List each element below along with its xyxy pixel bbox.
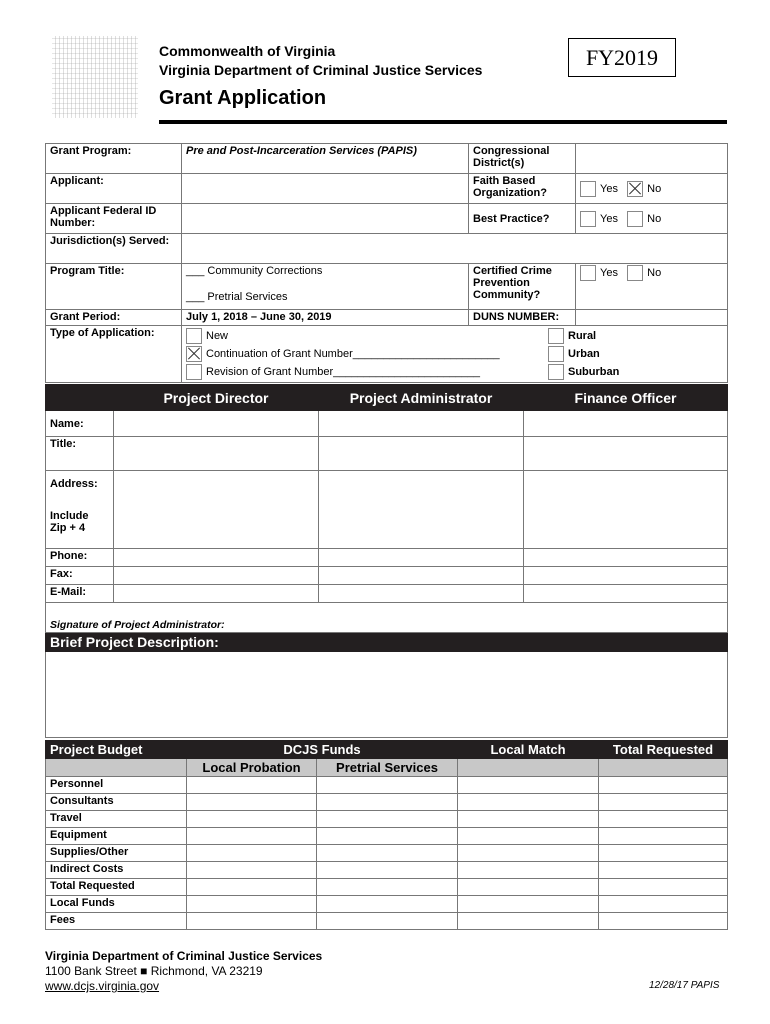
budget-table <box>45 740 728 930</box>
budget-row-label: Equipment <box>46 828 187 845</box>
footer-form-code: 12/28/17 PAPIS <box>649 980 720 991</box>
budget-cell-local-match[interactable] <box>458 862 599 879</box>
name-label: Name: <box>46 411 114 437</box>
footer-org: Virginia Department of Criminal Justice Services <box>45 949 323 963</box>
type-new-checkbox[interactable] <box>186 328 202 344</box>
budget-row <box>46 879 728 896</box>
administrator-fax-field[interactable] <box>319 567 524 585</box>
budget-cell-local-probation[interactable] <box>187 777 317 794</box>
budget-cell-local-probation[interactable] <box>187 862 317 879</box>
budget-row-label: Indirect Costs <box>46 862 187 879</box>
dcjs-seal-logo <box>52 36 138 118</box>
budget-cell-local-probation[interactable] <box>187 879 317 896</box>
director-address-field[interactable] <box>114 471 319 549</box>
budget-cell-local-probation[interactable] <box>187 828 317 845</box>
grant-period-value: July 1, 2018 – June 30, 2019 <box>182 310 469 326</box>
program-option-pretrial[interactable]: ___ Pretrial Services <box>186 291 288 303</box>
faith-no-checkbox[interactable] <box>627 181 643 197</box>
budget-cell-pretrial[interactable] <box>317 913 458 930</box>
type-revision-label: Revision of Grant Number________________________ <box>206 366 480 378</box>
budget-row <box>46 896 728 913</box>
budget-subheader-blank <box>46 759 187 777</box>
budget-header-project: Project Budget <box>46 741 187 759</box>
grant-info-table <box>45 143 728 383</box>
budget-cell-local-match[interactable] <box>458 777 599 794</box>
faith-yes-label: Yes <box>600 182 618 195</box>
jurisdiction-label: Jurisdiction(s) Served: <box>46 234 182 264</box>
faith-no-label: No <box>647 182 662 195</box>
budget-cell-total[interactable] <box>599 845 728 862</box>
header-department: Virginia Department of Criminal Justice Services <box>159 62 483 78</box>
finance-name-field[interactable] <box>524 411 728 437</box>
federal-id-field[interactable] <box>182 204 469 234</box>
budget-cell-pretrial[interactable] <box>317 828 458 845</box>
faith-label: Faith Based Organization? <box>469 174 576 204</box>
project-director-header: Project Director <box>114 385 319 411</box>
federal-id-label: Applicant Federal ID Number: <box>46 204 182 234</box>
budget-header-total: Total Requested <box>599 741 728 759</box>
contacts-table <box>45 384 728 738</box>
applicant-label: Applicant: <box>46 174 182 204</box>
best-practice-yes-label: Yes <box>600 212 618 225</box>
budget-cell-local-match[interactable] <box>458 896 599 913</box>
address-label: Address: <box>50 478 98 490</box>
certified-yes-label: Yes <box>600 266 618 279</box>
budget-cell-total[interactable] <box>599 913 728 930</box>
budget-subheader-blank-3 <box>599 759 728 777</box>
applicant-field[interactable] <box>182 174 469 204</box>
budget-cell-total[interactable] <box>599 862 728 879</box>
type-revision-checkbox[interactable] <box>186 364 202 380</box>
best-practice-no-label: No <box>647 212 662 225</box>
header-commonwealth: Commonwealth of Virginia <box>159 43 336 59</box>
certified-yes-checkbox[interactable] <box>580 265 596 281</box>
budget-cell-total[interactable] <box>599 777 728 794</box>
best-practice-no-checkbox[interactable] <box>627 211 643 227</box>
director-fax-field[interactable] <box>114 567 319 585</box>
page-title: Grant Application <box>159 87 327 109</box>
budget-cell-local-probation[interactable] <box>187 913 317 930</box>
budget-row-label: Supplies/Other <box>46 845 187 862</box>
grant-period-label: Grant Period: <box>46 310 182 326</box>
urban-checkbox[interactable] <box>548 346 564 362</box>
jurisdiction-field[interactable] <box>182 234 728 264</box>
budget-cell-pretrial[interactable] <box>317 794 458 811</box>
budget-header-dcjs: DCJS Funds <box>187 741 458 759</box>
best-practice-yes-checkbox[interactable] <box>580 211 596 227</box>
director-phone-field[interactable] <box>114 549 319 567</box>
duns-field[interactable] <box>576 310 728 326</box>
footer-website-link[interactable]: www.dcjs.virginia.gov <box>45 979 160 993</box>
budget-row-label: Personnel <box>46 777 187 794</box>
certified-no-label: No <box>647 266 662 279</box>
budget-cell-local-probation[interactable] <box>187 811 317 828</box>
suburban-checkbox[interactable] <box>548 364 564 380</box>
suburban-label: Suburban <box>568 366 620 378</box>
administrator-email-field[interactable] <box>319 585 524 603</box>
director-name-field[interactable] <box>114 411 319 437</box>
budget-cell-pretrial[interactable] <box>317 879 458 896</box>
budget-cell-total[interactable] <box>599 896 728 913</box>
budget-cell-total[interactable] <box>599 794 728 811</box>
budget-cell-local-match[interactable] <box>458 879 599 896</box>
congressional-field[interactable] <box>576 144 728 174</box>
budget-row-label: Total Requested <box>46 879 187 896</box>
budget-subheader-blank-2 <box>458 759 599 777</box>
budget-cell-pretrial[interactable] <box>317 845 458 862</box>
budget-row <box>46 811 728 828</box>
finance-fax-field[interactable] <box>524 567 728 585</box>
duns-label: DUNS NUMBER: <box>469 310 576 326</box>
budget-cell-local-probation[interactable] <box>187 845 317 862</box>
description-header: Brief Project Description: <box>46 633 728 652</box>
urban-label: Urban <box>568 348 600 360</box>
director-email-field[interactable] <box>114 585 319 603</box>
budget-cell-local-probation[interactable] <box>187 794 317 811</box>
budget-row-label: Local Funds <box>46 896 187 913</box>
finance-officer-header: Finance Officer <box>524 385 728 411</box>
administrator-phone-field[interactable] <box>319 549 524 567</box>
budget-row <box>46 913 728 930</box>
budget-cell-local-match[interactable] <box>458 828 599 845</box>
budget-cell-total[interactable] <box>599 811 728 828</box>
budget-row <box>46 794 728 811</box>
finance-email-field[interactable] <box>524 585 728 603</box>
finance-title-field[interactable] <box>524 437 728 471</box>
email-label: E-Mail: <box>46 585 114 603</box>
director-title-field[interactable] <box>114 437 319 471</box>
fiscal-year-box: FY2019 <box>568 38 676 77</box>
budget-cell-local-match[interactable] <box>458 913 599 930</box>
budget-cell-pretrial[interactable] <box>317 862 458 879</box>
budget-row <box>46 828 728 845</box>
type-continuation-label: Continuation of Grant Number________________________ <box>206 348 500 360</box>
faith-yes-checkbox[interactable] <box>580 181 596 197</box>
budget-cell-local-match[interactable] <box>458 811 599 828</box>
budget-row-label: Travel <box>46 811 187 828</box>
budget-subheader-pretrial: Pretrial Services <box>317 759 458 777</box>
budget-cell-total[interactable] <box>599 879 728 896</box>
contacts-header-blank <box>46 385 114 411</box>
certified-no-checkbox[interactable] <box>627 265 643 281</box>
grant-program-value: Pre and Post-Incarceration Services (PAPIS) <box>182 144 469 174</box>
program-option-community-corrections[interactable]: ___ Community Corrections <box>186 265 323 277</box>
type-continuation-checkbox[interactable] <box>186 346 202 362</box>
budget-row-label: Fees <box>46 913 187 930</box>
header-rule <box>159 120 727 124</box>
administrator-title-field[interactable] <box>319 437 524 471</box>
budget-subheader-local-probation: Local Probation <box>187 759 317 777</box>
certified-label: Certified Crime Prevention Community? <box>469 264 576 310</box>
phone-label: Phone: <box>46 549 114 567</box>
rural-label: Rural <box>568 330 597 342</box>
budget-row <box>46 845 728 862</box>
signature-label: Signature of Project Administrator: <box>46 603 728 633</box>
budget-cell-total[interactable] <box>599 828 728 845</box>
best-practice-label: Best Practice? <box>469 204 576 234</box>
finance-address-field[interactable] <box>524 471 728 549</box>
zip-note: Include Zip + 4 <box>50 510 89 534</box>
type-of-application-label: Type of Application: <box>46 326 182 383</box>
finance-phone-field[interactable] <box>524 549 728 567</box>
title-label: Title: <box>46 437 114 471</box>
program-title-label: Program Title: <box>46 264 182 310</box>
administrator-address-field[interactable] <box>319 471 524 549</box>
budget-header-local-match: Local Match <box>458 741 599 759</box>
budget-cell-pretrial[interactable] <box>317 811 458 828</box>
budget-row-label: Consultants <box>46 794 187 811</box>
budget-cell-local-match[interactable] <box>458 845 599 862</box>
footer-address: 1100 Bank Street ■ Richmond, VA 23219 <box>45 964 263 978</box>
budget-cell-pretrial[interactable] <box>317 896 458 913</box>
budget-cell-pretrial[interactable] <box>317 777 458 794</box>
budget-cell-local-match[interactable] <box>458 794 599 811</box>
project-administrator-header: Project Administrator <box>319 385 524 411</box>
budget-cell-local-probation[interactable] <box>187 896 317 913</box>
budget-row <box>46 862 728 879</box>
description-field[interactable] <box>46 652 728 738</box>
budget-row <box>46 777 728 794</box>
administrator-name-field[interactable] <box>319 411 524 437</box>
type-new-label: New <box>206 330 229 342</box>
fax-label: Fax: <box>46 567 114 585</box>
rural-checkbox[interactable] <box>548 328 564 344</box>
congressional-label: Congressional District(s) <box>469 144 576 174</box>
grant-program-label: Grant Program: <box>46 144 182 174</box>
